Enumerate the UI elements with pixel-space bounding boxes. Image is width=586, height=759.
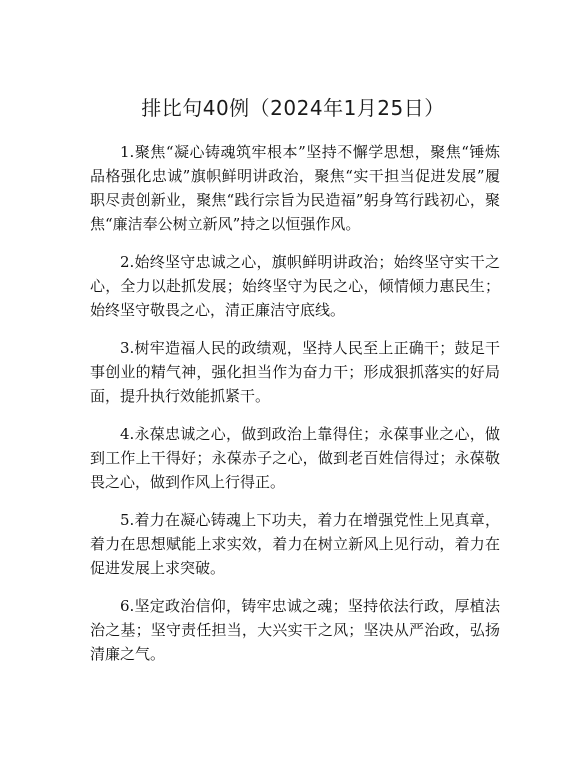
document-body xyxy=(90,140,500,680)
paragraph-1: 1.聚焦“凝心铸魂筑牢根本”坚持不懈学思想，聚焦“锤炼品格强化忠诚”旗帜鲜明讲政治，聚焦“实干担当促进发展”履职尽责创新业，聚焦“践行宗旨为民造福”躬身笃行践初心，聚焦“廉洁奉公树立新风”持之以恒强作风。 xyxy=(90,143,500,233)
page-title: 排比句40例（2024年1月25日） xyxy=(141,96,445,120)
paragraph-4: 4.永葆忠诚之心，做到政治上靠得住；永葆事业之心，做到工作上干得好；永葆赤子之心，做到老百姓信得过；永葆敬畏之心，做到作风上行得正。 xyxy=(90,425,500,491)
paragraph-2: 2.始终坚守忠诚之心，旗帜鲜明讲政治；始终坚守实干之心，全力以赴抓发展；始终坚守为民之心，倾情倾力惠民生；始终坚守敬畏之心，清正廉洁守底线。 xyxy=(90,253,500,319)
paragraph-5: 5.着力在凝心铸魂上下功夫，着力在增强党性上见真章，着力在思想赋能上求实效，着力在树立新风上见行动，着力在促进发展上求突破。 xyxy=(90,511,500,577)
paragraph-3: 3.树牢造福人民的政绩观，坚持人民至上正确干；鼓足干事创业的精气神，强化担当作为奋力干；形成狠抓落实的好局面，提升执行效能抓紧干。 xyxy=(90,339,500,405)
paragraph-6: 6.坚定政治信仰，铸牢忠诚之魂；坚持依法行政，厚植法治之基；坚守责任担当，大兴实干之风；坚决从严治政，弘扬清廉之气。 xyxy=(90,597,500,663)
